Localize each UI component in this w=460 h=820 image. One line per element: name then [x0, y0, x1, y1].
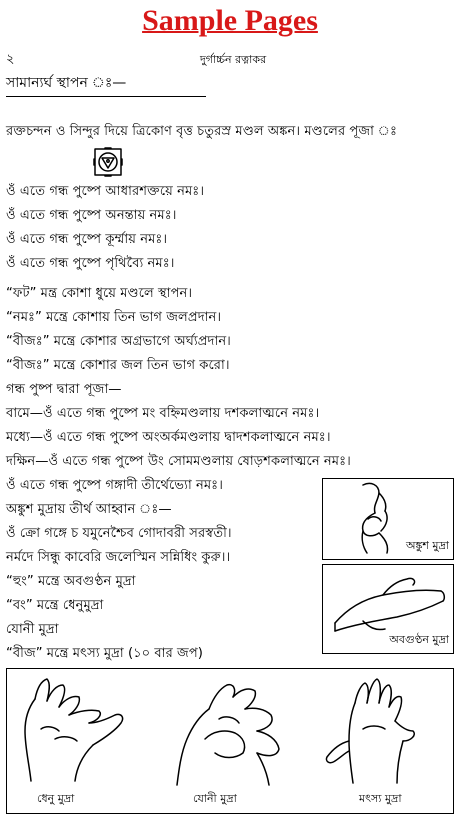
ankush-mudra-figure	[322, 478, 454, 560]
ankush-mudra-caption: অঙ্কুশ মুদ্রা	[405, 539, 449, 552]
text-line: গন্ধ পুষ্প দ্বারা পূজা—	[6, 382, 122, 397]
yoni-mudra-hands-icon	[157, 669, 307, 787]
mudra-panel	[6, 668, 454, 814]
matsya-mudra-caption: মৎস্য মুদ্রা	[359, 792, 402, 805]
running-head: দুর্গার্চ্চন রত্নাকর	[200, 53, 267, 66]
matsya-mudra-hands-icon	[307, 669, 453, 787]
text-line: ওঁ ক্রো গঙ্গে চ যমুনেশ্চৈব গোদাবরী সরস্বতী।	[6, 526, 232, 541]
text-line: “বীজ” মন্ত্রে মৎস্য মুদ্রা (১০ বার জপ)	[6, 646, 203, 661]
text-line: মধ্যে—ওঁ এতে গন্ধ পুষ্পে অংঅর্কমণ্ডলায় দ্বাদশকলাত্মনে নমঃ।	[6, 430, 331, 445]
text-line: ওঁ এতে গন্ধ পুষ্পে কূর্ম্মায় নমঃ।	[6, 232, 168, 247]
dhenu-mudra-caption: ধেনু মুদ্রা	[37, 792, 75, 805]
dhenu-mudra-hands-icon	[7, 669, 157, 787]
text-line: ওঁ এতে গন্ধ পুষ্পে গঙ্গাদী তীর্থেভ্যো নমঃ।	[6, 478, 223, 493]
text-line: “ফট” মন্ত্র কোশা ধুয়ে মণ্ডলে স্থাপন।	[6, 286, 193, 301]
text-line: দক্ষিন—ওঁ এতে গন্ধ পুষ্পে উং সোমমণ্ডলায় ষোড়শকলাত্মনে নমঃ।	[6, 454, 351, 469]
text-line: “বীজঃ” মন্ত্রে কোশার জল তিন ভাগ করো।	[6, 358, 230, 373]
text-line: “বীজঃ” মন্ত্রে কোশার অগ্রভাগে অর্ঘ্যপ্রদান।	[6, 334, 231, 349]
text-line: “নমঃ” মন্ত্রে কোশায় তিন ভাগ জলপ্রদান।	[6, 310, 222, 325]
abagunthan-mudra-figure	[322, 564, 454, 654]
page-number: ২	[6, 52, 15, 67]
text-line: ওঁ এতে গন্ধ পুষ্পে পৃথিব্যৈ নমঃ।	[6, 256, 175, 271]
heading-underline	[6, 96, 206, 97]
yoni-mudra-caption: যোনী মুদ্রা	[193, 792, 237, 805]
section-heading: সামান্যর্ঘ স্থাপন ঃ—	[6, 75, 127, 91]
text-line: ওঁ এতে গন্ধ পুষ্পে অনন্তায় নমঃ।	[6, 208, 177, 223]
text-line: নর্মদে সিন্ধু কাবেরি জলেস্মিন সন্নিধিং কুরু।।	[6, 550, 231, 565]
text-line: “বং” মন্ত্রে ধেনুমুদ্রা	[6, 598, 104, 613]
text-line: বামে—ওঁ এতে গন্ধ পুষ্পে মং বহ্নিমণ্ডলায় দশকলাত্মনে নমঃ।	[6, 406, 320, 421]
sample-pages-banner: Sample Pages	[142, 4, 318, 37]
abagunthan-mudra-caption: অবগুণ্ঠন মুদ্রা	[389, 633, 449, 646]
text-line: “হুং” মন্ত্রে অবগুণ্ঠন মুদ্রা	[6, 574, 136, 589]
text-line: রক্তচন্দন ও সিন্দুর দিয়ে ত্রিকোণ বৃত্ত চতুরস্র মণ্ডল অঙ্কন। মণ্ডলের পূজা ঃ	[6, 124, 398, 139]
text-line: যোনী মুদ্রা	[6, 622, 59, 637]
text-line: অঙ্কুশ মুদ্রায় তীর্থ আহ্বান ঃ—	[6, 502, 172, 517]
mandala-yantra-icon	[92, 146, 124, 178]
text-line: ওঁ এতে গন্ধ পুষ্পে আধারশক্তয়ে নমঃ।	[6, 184, 205, 199]
